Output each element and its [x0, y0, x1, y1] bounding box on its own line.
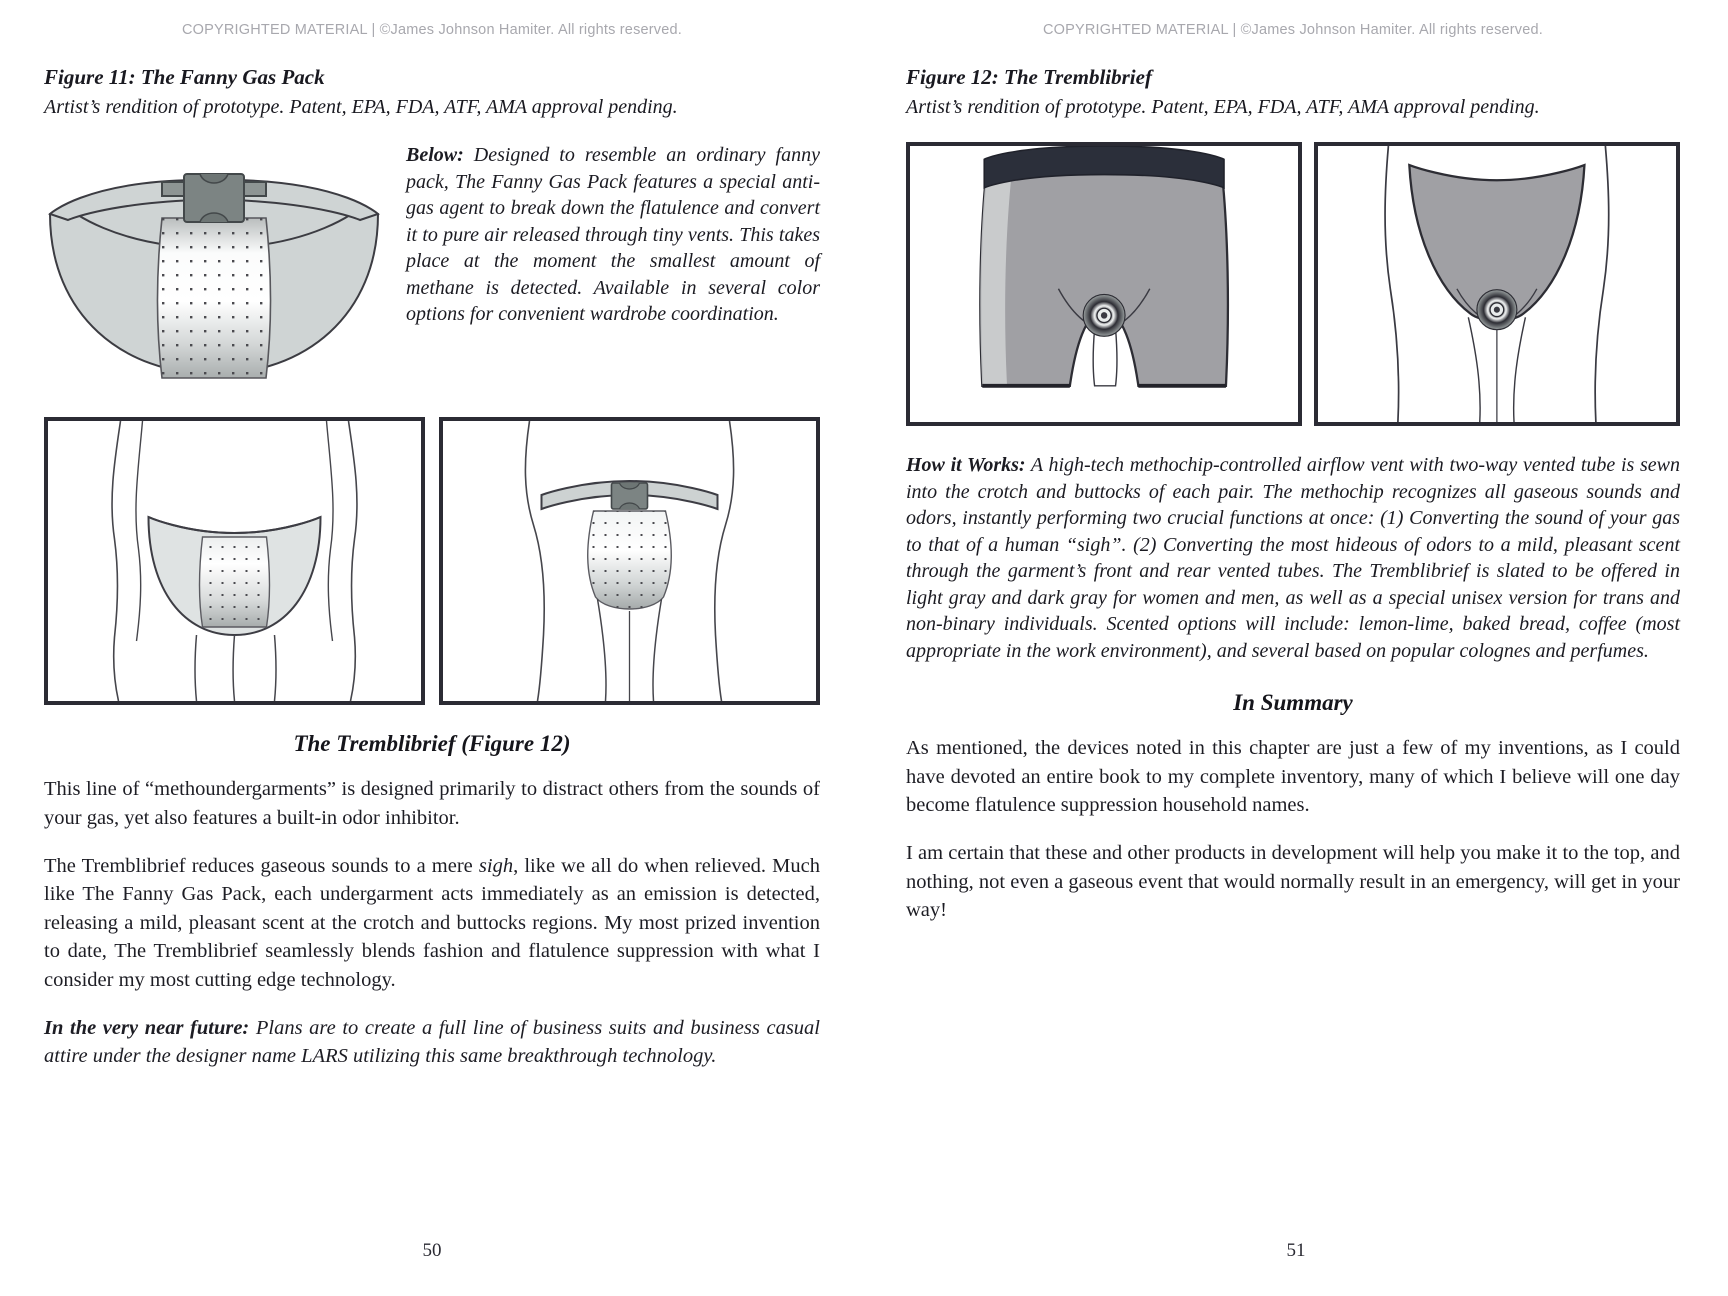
how-it-works-paragraph	[906, 452, 1680, 664]
left-paragraph-2	[44, 852, 820, 994]
side-note-body: Designed to resemble an ordinary fanny pack, The Fanny Gas Pack features a special anti-gas agent to break down the flatulence and convert it to pure air released through tiny vents. This takes place at the moment the smallest amount of methane is detected. Available in several color options for convenient wardrobe coordination.	[406, 144, 820, 326]
right-section-heading: In Summary	[1233, 690, 1353, 716]
panel-front-view	[44, 417, 425, 705]
figure-12-subtitle: Artist’s rendition of prototype. Patent, EPA, FDA, ATF, AMA approval pending.	[906, 96, 1540, 119]
running-head-left: COPYRIGHTED MATERIAL | ©James Johnson Hamiter. All rights reserved.	[181, 22, 683, 38]
side-note-paragraph	[406, 142, 820, 328]
how-it-works-block	[906, 452, 1680, 664]
left-section-heading: The Tremblibrief (Figure 12)	[293, 731, 571, 757]
right-page	[864, 0, 1728, 1296]
side-note-lead: Below:	[406, 144, 464, 167]
how-it-works-body: A high-tech methochip-controlled airflow vent with two-way vented tube is sewn into the crotch and buttocks of each pair. The methochip recognizes all gaseous sounds and odors, instantly performing two crucial functions at once: (1) Converting the sound of your gas to that of a human “sigh”. (2) Converting the most hideous of odors to a mild, pleasant scent through the garment’s front and rear vented tubes. The Tremblibrief is slated to be offered in light gray and dark gray for women and men, as well as a special unisex version for trans and non-binary individuals. Scented options will include: lemon-lime, baked bread, coffee (most appropriate in the work environment), and several based on popular colognes and perfumes.	[906, 454, 1680, 662]
figure-11-title: Figure 11: The Fanny Gas Pack	[44, 65, 325, 89]
left-paragraph-2-emphasis: sigh	[478, 855, 514, 878]
left-paragraph-2-part-a: The Tremblibrief reduces gaseous sounds to a mere	[44, 855, 479, 878]
left-paragraph-1: This line of “methoundergarments” is designed primarily to distract others from the sounds of your gas, yet also features a built-in odor inhibitor.	[44, 778, 820, 829]
figure-12-panel-row	[906, 142, 1680, 426]
panel-boxer-view	[906, 142, 1302, 426]
left-paragraph-3-body: Plans are to create a full line of business suits and business casual attire under the designer name LARS utilizing this same breakthrough technology.	[44, 1016, 820, 1068]
figure-11-side-note	[406, 138, 820, 328]
right-paragraph-2: I am certain that these and other products in development will help you make it to the top, and nothing, not even a gaseous event that would normally result in an emergency, will get in your way!	[906, 842, 1680, 922]
figure-11-panel-row	[44, 417, 820, 705]
how-it-works-lead: How it Works:	[906, 454, 1026, 477]
running-head-right: COPYRIGHTED MATERIAL | ©James Johnson Hamiter. All rights reserved.	[1042, 22, 1544, 38]
figure-11-subtitle: Artist’s rendition of prototype. Patent, EPA, FDA, ATF, AMA approval pending.	[44, 96, 678, 119]
right-paragraph-1: As mentioned, the devices noted in this chapter are just a few of my inventions, as I could have devoted an entire book to my complete inventory, many of which I believe will one day become flatulence suppression household names.	[906, 737, 1680, 817]
left-paragraph-3-lead: In the very near future:	[44, 1016, 250, 1039]
figure-12-title: Figure 12: The Tremblibrief	[906, 65, 1152, 89]
page-number-left: 50	[422, 1240, 442, 1261]
left-paragraph-2-part-b: , like we all do when relieved. Much like The Fanny Gas Pack, each undergarment acts immediately as an emission is detected, releasing a mild, pleasant scent at the crotch and buttocks regions. My most prized invention to date, The Tremblibrief seamlessly blends fashion and flatulence suppression with what I consider my most cutting edge technology.	[44, 855, 820, 991]
page-number-right: 51	[1286, 1240, 1306, 1261]
panel-rear-view	[439, 417, 820, 705]
panel-brief-view	[1314, 142, 1680, 426]
figure-11-top-block	[44, 138, 820, 391]
fanny-pack-illustration	[44, 138, 384, 391]
left-paragraph-3	[44, 1014, 820, 1071]
